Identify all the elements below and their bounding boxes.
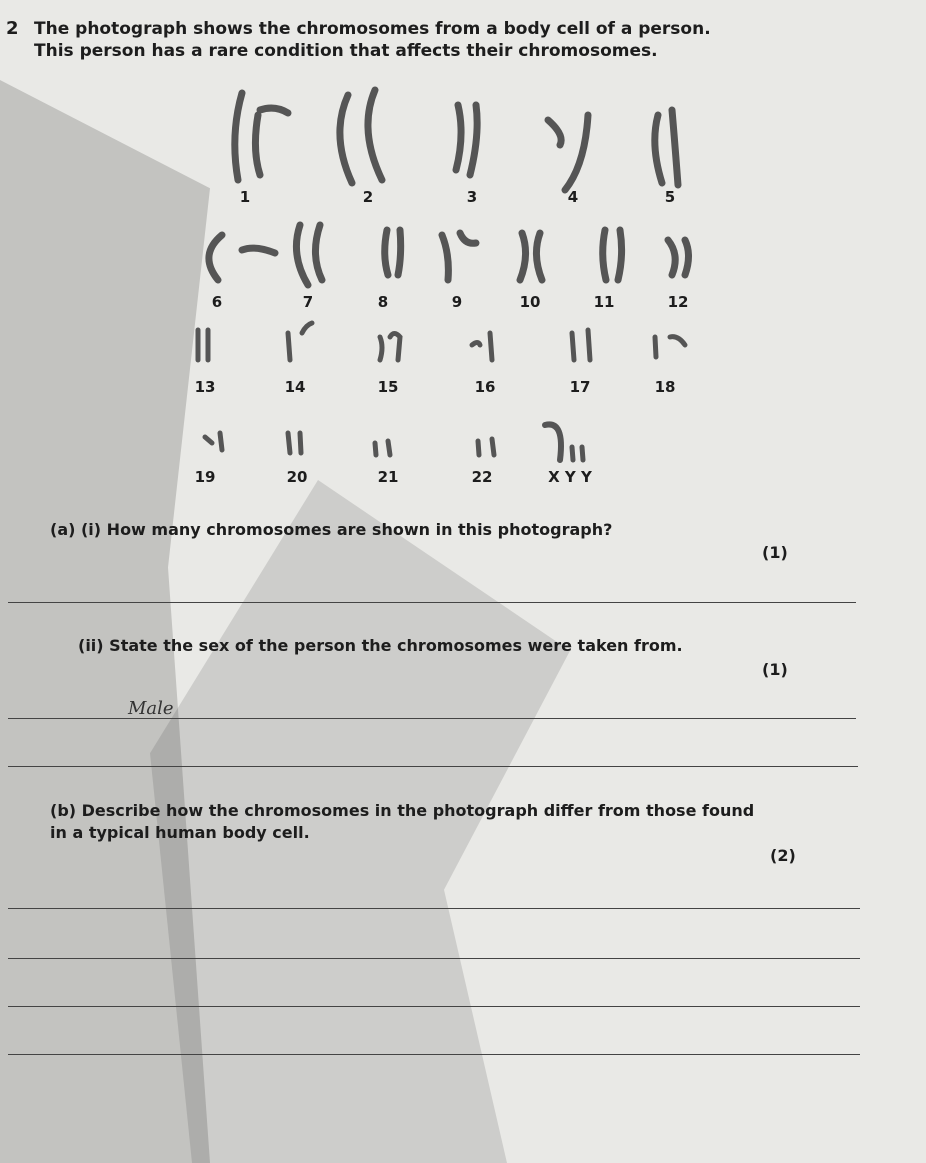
answer-line-a-ii-1[interactable] [8, 718, 856, 719]
chromosome-label: 16 [474, 378, 496, 396]
handwritten-answer-a-ii: Male [128, 698, 174, 719]
chromosome-label: 18 [654, 378, 676, 396]
chromosome-label: 1 [239, 188, 251, 206]
answer-line-a-i[interactable] [8, 602, 856, 603]
chromosome-label: 5 [664, 188, 676, 206]
chromosome-label: 14 [284, 378, 306, 396]
answer-line-a-ii-2[interactable] [8, 766, 858, 767]
photo-shadow-left [0, 80, 210, 1163]
chromosome-label: 6 [211, 293, 223, 311]
question-number: 2 [6, 18, 19, 39]
chromosome-label: 20 [286, 468, 308, 486]
chromosome-label: 4 [567, 188, 579, 206]
chromosome-label: 8 [377, 293, 389, 311]
chromosome-label: 17 [569, 378, 591, 396]
chromosome-drawings [180, 75, 710, 495]
chromosome-label: 3 [466, 188, 478, 206]
question-b: (b) Describe how the chromosomes in the photograph differ from those found in a typical human body cell. [50, 801, 755, 842]
marks-a-i: (1) [762, 543, 788, 562]
question-a-i: (a) (i) How many chromosomes are shown in this photograph? [50, 520, 613, 539]
question-a-ii: (ii) State the sex of the person the chromosomes were taken from. [78, 636, 683, 655]
chromosome-label: 2 [362, 188, 374, 206]
chromosome-label: X Y Y [548, 468, 592, 486]
chromosome-label: 11 [593, 293, 615, 311]
chromosome-label: 7 [302, 293, 314, 311]
chromosome-label: 9 [451, 293, 463, 311]
chromosome-label: 21 [377, 468, 399, 486]
marks-a-ii: (1) [762, 660, 788, 679]
chromosome-label: 22 [471, 468, 493, 486]
karyotype-image [180, 75, 710, 495]
answer-line-b-3[interactable] [8, 1006, 860, 1007]
chromosome-label: 10 [519, 293, 541, 311]
answer-line-b-4[interactable] [8, 1054, 860, 1055]
marks-b: (2) [770, 846, 796, 865]
answer-line-b-2[interactable] [8, 958, 860, 959]
question-intro: The photograph shows the chromosomes from a body cell of a person. This person has a rare condition that affects their chromosomes. [34, 19, 711, 61]
chromosome-label: 13 [194, 378, 216, 396]
answer-line-b-1[interactable] [8, 908, 860, 909]
chromosome-label: 12 [667, 293, 689, 311]
chromosome-label: 19 [194, 468, 216, 486]
chromosome-label: 15 [377, 378, 399, 396]
